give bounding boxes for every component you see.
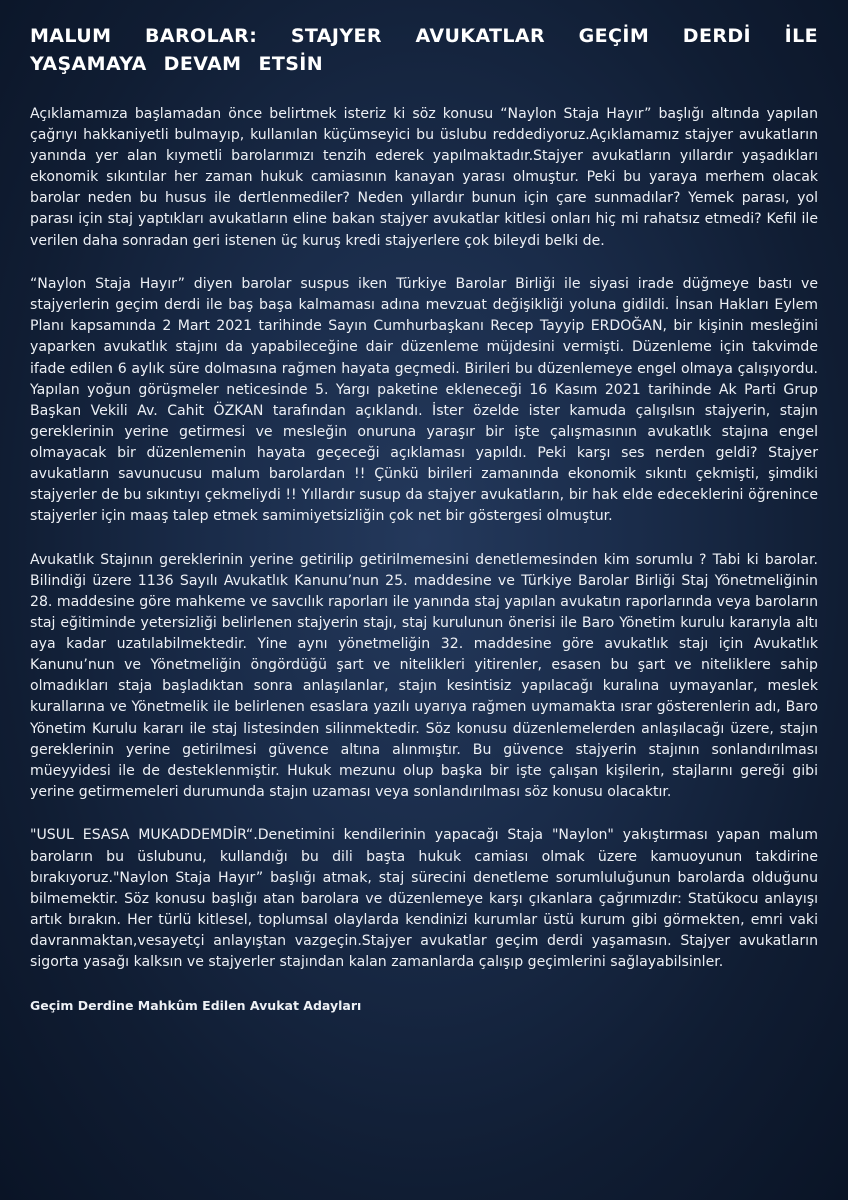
paragraph-3: Avukatlık Stajının gereklerinin yerine getirilip getirilmemesini denetlemesinden kim sorumlu ? Tabi ki barolar. Bilindiği üzere 1136 Sayılı Avukatlık Kanunu’nun 25. maddesine ve Türkiye Barolar Birliği Staj Yönetmeliğinin 28. maddesine göre mahkeme ve savcılık raporları ile yanında staj yapılan avukatın raporlarında veya baroların staj eğitiminde yetersizliği belirlenen stajyerin stajı, staj kurulunun önerisi ile Baro Yönetim kurulu kararıyla altı aya kadar uzatılabilmektedir. Yine aynı yönetmeliğin 32. maddesine göre avukatlık stajı için Avukatlık Kanunu’nun ve Yönetmeliğin öngördüğü şart ve nitelikleri yitirenler, esasen bu şart ve niteliklere sahip olmadıkları staja başladıktan sonra anlaşılanlar, stajın kesintisiz yapılacağı kuralına uymayanlar, meslek kurallarına ve Yönetmelik ile belirlenen esaslara yazılı uyarıya rağmen uymamakta ısrar gösterenlerin adı, Baro Yönetim Kurulu kararı ile staj listesinden silinmektedir. Söz konusu düzenlemelerden anlaşılacağı üzere, stajın gereklerinin yerine getirilmesi güvence altına alınmıştır. Bu güvence stajyerin stajının sonlandırılması müeyyidesi ile de desteklenmiştir. Hukuk mezunu olup başka bir işte çalışan kişilerin, stajlarını gereği gibi yerine getirmemeleri durumunda stajın uzaması veya sonlandırılması söz konusu olacaktır. bbox=[30, 551, 818, 800]
paragraph-1: Açıklamamıza başlamadan önce belirtmek isteriz ki söz konusu “Naylon Staja Hayır” başlığı altında yapılan çağrıyı hakkaniyetli bulmayıp, kullanılan küçümseyici bu üslubu reddediyoruz.Açıklamamız stajyer avukatların yanında yer alan kıymetli barolarımızı tenzih ederek yapılmaktadır.Stajyer avukatların yıllardır yaşadıkları ekonomik sıkıntılar her zaman hukuk camiasının kanayan yarası olmuştur. Peki bu yaraya merhem olacak barolar neden bu husus ile dertlenmediler? Neden yıllardır bunun için çare sunmadılar? Yemek parası, yol parası için staj yaptıkları avukatların eline bakan stajyer avukatlar kitlesi onları hiç mi rahatsız etmedi? Kefil ile verilen daha sonradan geri istenen üç kuruş kredi stajyerlere çok bileydi belki de. bbox=[30, 106, 818, 249]
document-title: MALUM BAROLAR: STAJYER AVUKATLAR GEÇİM DERDİ İLE YAŞAMAYA DEVAM ETSİN bbox=[30, 25, 818, 75]
paragraph-2: “Naylon Staja Hayır” diyen barolar suspus iken Türkiye Barolar Birliği ile siyasi irade düğmeye bastı ve stajyerlerin geçim derdi ile baş başa kalmaması adına mevzuat değişikliği yoluna gidildi. İnsan Hakları Eylem Planı kapsamında 2 Mart 2021 tarihinde Sayın Cumhurbaşkanı Recep Tayyip ERDOĞAN, bir kişinin mesleğini yaparken avukatlık stajını da yapabileceğine dair düzenleme müjdesini vermişti. Düzenleme için takvimde ifade edilen 6 aylık süre dolmasına rağmen hayata geçmedi. Birileri bu düzenlemeye engel olmaya çalışıyordu. Yapılan yoğun görüşmeler neticesinde 5. Yargı paketine ekleneceği 16 Kasım 2021 tarihinde Ak Parti Grup Başkan Vekili Av. Cahit ÖZKAN tarafından açıklandı. İster özelde ister kamuda çalışılsın stajyerin, stajın gereklerinin yerine getirmesi ve mesleğin onuruna yaraşır bir işte çalışmasının avukatlık stajına engel olmayacak bir düzenlemenin hayata geçeceği açıklaması yapıldı. Peki karşı ses nerden geldi? Stajyer avukatların savunucusu malum barolardan !! Çünkü birileri zamanında ekonomik sıkıntı çekmişti, şimdiki stajyerler de bu sıkıntıyı çekmeliydi !! Yıllardır susup da stajyer avukatların, bir hak elde edeceklerini öğrenince stajyerler için maaş talep etmek samimiyetsizliğin çok net bir göstergesi olmuştur. bbox=[30, 276, 818, 525]
signature: Geçim Derdine Mahkûm Edilen Avukat Adayları bbox=[30, 997, 362, 1013]
document-page bbox=[30, 22, 818, 1016]
document-body bbox=[30, 104, 818, 1016]
paragraph-4: "USUL ESASA MUKADDEMDİR“.Denetimini kendilerinin yapacağı Staja "Naylon" yakıştırması yapan malum baroların bu üslubunu, kullandığı bu dili başta hukuk camiası olmak üzere kamuoyunun takdirine bırakıyoruz."Naylon Staja Hayır” başlığı atmak, staj sürecini denetleme sorumluluğunun barolarda olduğunu bilmemektir. Söz konusu başlığı atan barolara ve düzenlemeye karşı çıkanlara çağrımızdır: Statükocu anlayışı artık bırakın. Her türlü kitlesel, toplumsal olaylarda kendinizi kurumlar üstü kurum gibi görmekten, emri vaki davranmaktan,vesayetçi anlayıştan vazgeçin.Stajyer avukatlar geçim derdi yaşamasın. Stajyer avukatların sigorta yasağı kalksın ve stajyerler stajından kalan zamanlarda çalışıp geçimlerini sağlayabilsinler. bbox=[30, 827, 818, 970]
